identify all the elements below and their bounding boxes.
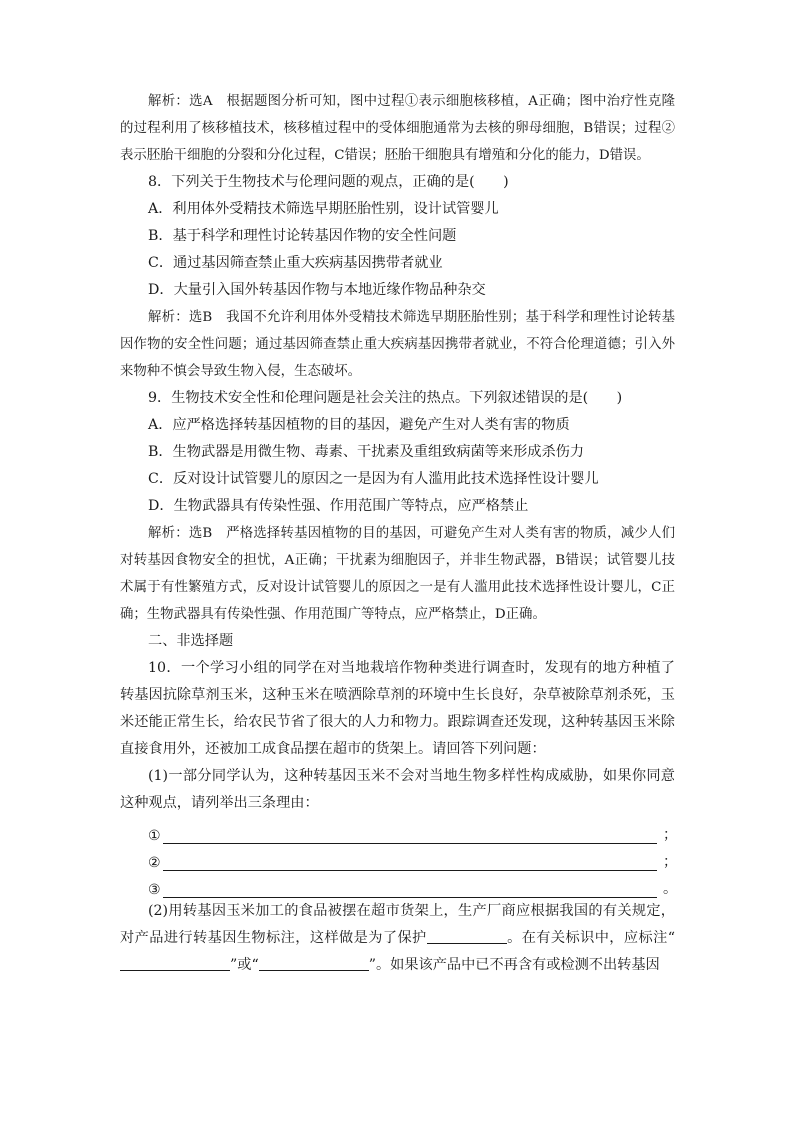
answer-blank-label-1[interactable] <box>120 956 230 971</box>
question-10-stem: 10．一个学习小组的同学在对当地栽培作物种类进行调查时，发现有的地方种植了转基因抗除草剂玉米，这种玉米在喷洒除草剂的环境中生长良好，杂草被除草剂杀死，玉米还能正常生长，给农民节省了很大的人力和物力。跟踪调查还发现，这种转基因玉米除直接食用外，还被加工成食品摆在超市的货架上。请回答下列问题： <box>120 660 675 757</box>
blank-end: ； <box>663 827 678 843</box>
blank-label: ② <box>148 855 161 871</box>
answer-blank-3[interactable] <box>120 871 678 898</box>
part2-text-a: (2)用转基因玉米加工的食品被摆在超市货架上，生产厂商应根据我国的有关规定，对产品进行转基因生物标注，这样做是为了保护 <box>120 903 675 946</box>
answer-blank-1[interactable] <box>120 817 678 844</box>
section-heading: 二、非选择题 <box>148 633 234 649</box>
answer-blank-2[interactable] <box>120 844 678 871</box>
question-9-option-b: B．生物武器是用微生物、毒素、干扰素及重组致病菌等来形成杀伤力 <box>148 444 585 460</box>
analysis-q7: 解析：选A 根据题图分析可知，图中过程①表示细胞核移植，A正确；图中治疗性克隆的过程利用了核移植技术，核移植过程中的受体细胞通常为去核的卵母细胞，B错误；过程②表示胚胎干细胞的分裂和分化过程，C错误；胚胎干细胞具有增殖和分化的能力，D错误。 <box>120 94 675 163</box>
blank-end: ； <box>663 854 678 870</box>
document-page <box>120 88 678 979</box>
question-10-part-2 <box>120 898 675 979</box>
question-8-option-c: C．通过基因筛查禁止重大疾病基因携带者就业 <box>148 255 443 271</box>
blank-rule <box>163 827 657 844</box>
analysis-q8: 解析：选B 我国不允许利用体外受精技术筛选早期胚胎性别；基于科学和理性讨论转基因作物的安全性问题；通过基因筛查禁止重大疾病基因携带者就业，不符合伦理道德；引入外来物种不慎会导致生物入侵，生态破坏。 <box>120 310 675 379</box>
question-8-option-a: A．利用体外受精技术筛选早期胚胎性别，设计试管婴儿 <box>148 201 499 217</box>
question-8-option-b: B．基于科学和理性讨论转基因作物的安全性问题 <box>148 228 457 244</box>
question-9-stem: 9．生物技术安全性和伦理问题是社会关注的热点。下列叙述错误的是( ) <box>148 390 623 406</box>
blank-rule <box>163 854 657 871</box>
question-10-part-1: (1)一部分同学认为，这种转基因玉米不会对当地生物多样性构成威胁，如果你同意这种观点，请列举出三条理由： <box>120 768 675 811</box>
question-8-option-d: D．大量引入国外转基因作物与本地近缘作物品种杂交 <box>148 282 486 298</box>
part2-text-e: ”。如果该产品中已不再含有或检测不出转基因 <box>368 957 660 973</box>
analysis-q9: 解析：选B 严格选择转基因植物的目的基因，可避免产生对人类有害的物质，减少人们对转基因食物安全的担忧，A正确；干扰素为细胞因子，并非生物武器，B错误；试管婴儿技术属于有性繁殖方式，反对设计试管婴儿的原因之一是有人滥用此技术选择性设计婴儿，C正确；生物武器具有传染性强、作用范围广等特点，应严格禁止，D正确。 <box>120 526 675 622</box>
blank-label: ③ <box>148 882 161 898</box>
blank-rule <box>163 881 657 898</box>
answer-blank-protect[interactable] <box>427 929 507 944</box>
blank-label: ① <box>148 828 161 844</box>
question-9-option-a: A．应严格选择转基因植物的目的基因，避免产生对人类有害的物质 <box>148 417 570 433</box>
part2-text-c: “ <box>667 930 675 946</box>
answer-blank-label-2[interactable] <box>259 956 369 971</box>
blank-end: 。 <box>663 881 678 897</box>
part2-text-d: ”或“ <box>230 957 259 973</box>
question-8-stem: 8．下列关于生物技术与伦理问题的观点，正确的是( ) <box>148 174 509 190</box>
question-9-option-c: C．反对设计试管婴儿的原因之一是因为有人滥用此技术选择性设计婴儿 <box>148 471 599 487</box>
question-9-option-d: D．生物武器具有传染性强、作用范围广等特点，应严格禁止 <box>148 498 529 514</box>
part2-text-b: 。在有关标识中，应标注 <box>506 930 668 946</box>
